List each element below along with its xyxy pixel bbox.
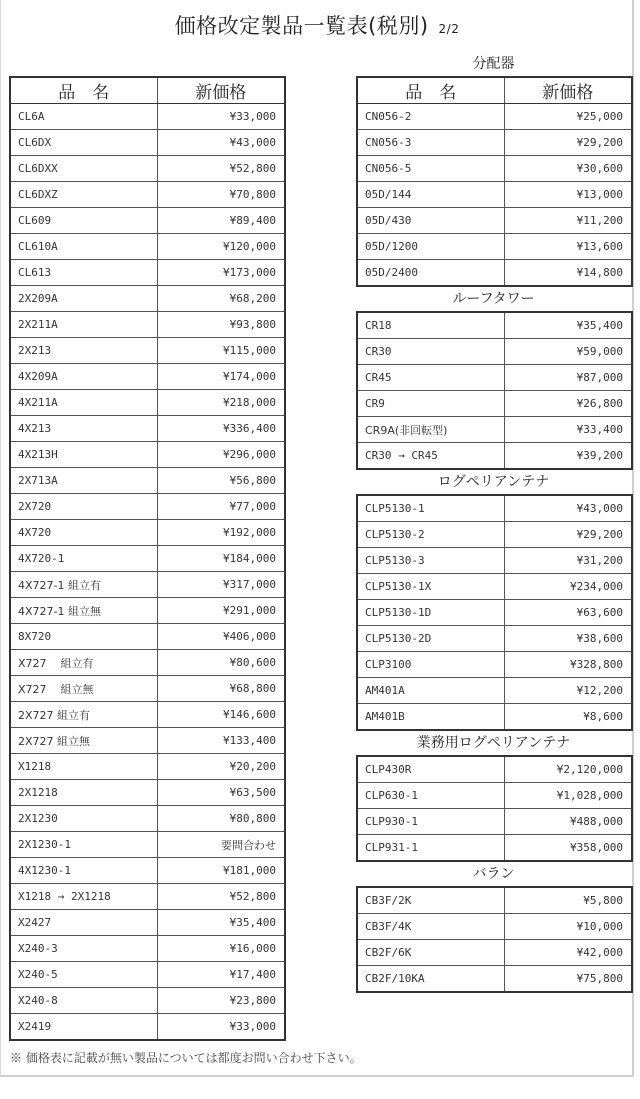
- product-price: ¥75,800: [504, 966, 632, 993]
- product-price: ¥93,800: [157, 312, 285, 338]
- table-row: [10, 988, 285, 1014]
- product-price: ¥5,800: [504, 887, 632, 914]
- product-name: 2X1230: [10, 806, 157, 832]
- product-price: ¥120,000: [157, 234, 285, 260]
- table-row: [357, 914, 632, 940]
- product-name: X2427: [10, 910, 157, 936]
- product-name: AM401A: [357, 678, 504, 704]
- table-row: [10, 260, 285, 286]
- table-row: [10, 390, 285, 416]
- table-row: [357, 783, 632, 809]
- table-row: [10, 182, 285, 208]
- product-price: ¥56,800: [157, 468, 285, 494]
- title-text: 価格改定製品一覧表(税別): [174, 14, 429, 38]
- product-price: ¥173,000: [157, 260, 285, 286]
- product-name: CLP430R: [357, 756, 504, 783]
- table-row: [357, 887, 632, 914]
- table-row: [357, 365, 632, 391]
- product-price: ¥31,200: [504, 548, 632, 574]
- product-name: 2X209A: [10, 286, 157, 312]
- header-new-price: 新価格: [157, 77, 285, 104]
- product-name: CB2F/6K: [357, 940, 504, 966]
- table-row: [357, 391, 632, 417]
- table-row: [10, 156, 285, 182]
- product-price: ¥291,000: [157, 598, 285, 624]
- category-price-table: [356, 494, 633, 731]
- product-price: ¥77,000: [157, 494, 285, 520]
- table-row: [357, 182, 632, 208]
- product-price: ¥33,400: [504, 417, 632, 443]
- table-row: [10, 676, 285, 702]
- product-name: 2X1230-1: [10, 832, 157, 858]
- section-title: 分配器: [472, 56, 515, 72]
- category-price-table: [356, 311, 633, 470]
- product-price: ¥52,800: [157, 884, 285, 910]
- product-price: ¥488,000: [504, 809, 632, 835]
- product-price: ¥26,800: [504, 391, 632, 417]
- table-row: [357, 522, 632, 548]
- product-price: ¥174,000: [157, 364, 285, 390]
- product-name: CL613: [10, 260, 157, 286]
- product-name: CL6DXZ: [10, 182, 157, 208]
- product-price: ¥8,600: [504, 704, 632, 731]
- section-title: ルーフタワー: [452, 291, 535, 307]
- product-name: 2X213: [10, 338, 157, 364]
- product-price: ¥59,000: [504, 339, 632, 365]
- product-name: X1218 → 2X1218: [10, 884, 157, 910]
- product-name: X1218: [10, 754, 157, 780]
- table-row: [357, 495, 632, 522]
- product-price: ¥336,400: [157, 416, 285, 442]
- table-row: [10, 624, 285, 650]
- product-name: 4X720: [10, 520, 157, 546]
- product-name: CLP930-1: [357, 809, 504, 835]
- product-price: ¥358,000: [504, 835, 632, 862]
- product-name: CLP5130-1D: [357, 600, 504, 626]
- product-price: ¥234,000: [504, 574, 632, 600]
- table-row: [10, 806, 285, 832]
- product-name: CB3F/4K: [357, 914, 504, 940]
- product-name: CLP5130-2: [357, 522, 504, 548]
- product-name: CLP630-1: [357, 783, 504, 809]
- product-name: CL6DXX: [10, 156, 157, 182]
- table-row: [357, 130, 632, 156]
- product-name: CL6A: [10, 104, 157, 130]
- product-price: ¥23,800: [157, 988, 285, 1014]
- product-price: ¥10,000: [504, 914, 632, 940]
- table-row: [10, 104, 285, 130]
- product-price: ¥20,200: [157, 754, 285, 780]
- product-name: CLP5130-1: [357, 495, 504, 522]
- section-title: ログペリアンテナ: [437, 474, 550, 490]
- product-price: ¥29,200: [504, 130, 632, 156]
- table-row: [357, 156, 632, 182]
- product-price: ¥1,028,000: [504, 783, 632, 809]
- product-price: ¥133,400: [157, 728, 285, 754]
- product-name: 4X213H: [10, 442, 157, 468]
- product-price: ¥43,000: [157, 130, 285, 156]
- table-row: [10, 416, 285, 442]
- product-price: ¥17,400: [157, 962, 285, 988]
- product-name: 2X727 組立無: [10, 728, 157, 754]
- product-price: ¥184,000: [157, 546, 285, 572]
- product-price: ¥52,800: [157, 156, 285, 182]
- table-row: [10, 546, 285, 572]
- table-row: [357, 809, 632, 835]
- product-name: CLP5130-2D: [357, 626, 504, 652]
- table-row: [10, 130, 285, 156]
- product-name: 4X720-1: [10, 546, 157, 572]
- product-name: 2X713A: [10, 468, 157, 494]
- table-row: [10, 286, 285, 312]
- product-name: AM401B: [357, 704, 504, 731]
- product-name: 05D/1200: [357, 234, 504, 260]
- table-row: [357, 652, 632, 678]
- table-row: [10, 208, 285, 234]
- header-product-name: 品 名: [10, 77, 157, 104]
- product-name: 2X720: [10, 494, 157, 520]
- product-price: ¥12,200: [504, 678, 632, 704]
- table-row: [10, 338, 285, 364]
- product-price: ¥42,000: [504, 940, 632, 966]
- table-row: [357, 339, 632, 365]
- table-row: [357, 548, 632, 574]
- product-price: ¥146,600: [157, 702, 285, 728]
- product-name: CR9: [357, 391, 504, 417]
- section-title: バラン: [472, 866, 515, 882]
- table-row: [10, 520, 285, 546]
- product-price: ¥181,000: [157, 858, 285, 884]
- product-price: ¥35,400: [157, 910, 285, 936]
- product-price: ¥80,600: [157, 650, 285, 676]
- product-name: CLP5130-1X: [357, 574, 504, 600]
- product-price: ¥29,200: [504, 522, 632, 548]
- product-price: ¥16,000: [157, 936, 285, 962]
- product-name: CR30: [357, 339, 504, 365]
- product-price: ¥2,120,000: [504, 756, 632, 783]
- product-name: CN056-5: [357, 156, 504, 182]
- product-name: 8X720: [10, 624, 157, 650]
- product-price: ¥11,200: [504, 208, 632, 234]
- table-row: [10, 312, 285, 338]
- product-name: CN056-3: [357, 130, 504, 156]
- product-price: 要問合わせ: [157, 832, 285, 858]
- product-price: ¥192,000: [157, 520, 285, 546]
- section-title: 業務用ログペリアンテナ: [416, 735, 571, 751]
- product-name: CR18: [357, 312, 504, 339]
- header-product-name: 品 名: [357, 77, 504, 104]
- product-name: 4X1230-1: [10, 858, 157, 884]
- product-price: ¥33,000: [157, 1014, 285, 1041]
- table-row: [357, 208, 632, 234]
- table-row: [10, 910, 285, 936]
- page-indicator: 2/2: [438, 22, 460, 36]
- product-price: ¥25,000: [504, 104, 632, 130]
- product-name: 05D/2400: [357, 260, 504, 287]
- product-name: 4X209A: [10, 364, 157, 390]
- table-row: [10, 780, 285, 806]
- footnote: ※ 価格表に記載が無い製品については都度お問い合わせ下さい。: [10, 1051, 362, 1065]
- main-price-table-column: [9, 76, 284, 1041]
- table-row: [357, 626, 632, 652]
- category-tables-column: [356, 52, 631, 993]
- table-row: [357, 417, 632, 443]
- product-price: ¥68,800: [157, 676, 285, 702]
- product-name: 05D/144: [357, 182, 504, 208]
- product-price: ¥63,600: [504, 600, 632, 626]
- product-name: X2419: [10, 1014, 157, 1041]
- table-row: [357, 234, 632, 260]
- category-price-table: [356, 886, 633, 993]
- product-name: X240-5: [10, 962, 157, 988]
- product-name: CL6DX: [10, 130, 157, 156]
- header-new-price: 新価格: [504, 77, 632, 104]
- product-name: 4X727-1 組立有: [10, 572, 157, 598]
- product-name: CN056-2: [357, 104, 504, 130]
- table-row: [357, 104, 632, 130]
- table-row: [10, 754, 285, 780]
- product-name: CB2F/10KA: [357, 966, 504, 993]
- product-name: CL610A: [10, 234, 157, 260]
- table-row: [10, 494, 285, 520]
- table-row: [357, 835, 632, 862]
- table-row: [10, 962, 285, 988]
- product-price: ¥63,500: [157, 780, 285, 806]
- product-name: X727 組立有: [10, 650, 157, 676]
- product-price: ¥317,000: [157, 572, 285, 598]
- product-price: ¥70,800: [157, 182, 285, 208]
- product-price: ¥35,400: [504, 312, 632, 339]
- product-name: CR30 → CR45: [357, 443, 504, 470]
- product-price: ¥13,600: [504, 234, 632, 260]
- product-price: ¥80,800: [157, 806, 285, 832]
- product-price: ¥406,000: [157, 624, 285, 650]
- product-name: CL609: [10, 208, 157, 234]
- product-price: ¥13,000: [504, 182, 632, 208]
- table-row: [357, 260, 632, 287]
- main-price-table: [9, 76, 286, 1041]
- product-name: CLP931-1: [357, 835, 504, 862]
- table-header-row: [10, 77, 285, 104]
- product-name: 4X213: [10, 416, 157, 442]
- product-name: 4X727-1 組立無: [10, 598, 157, 624]
- table-row: [10, 728, 285, 754]
- product-name: CB3F/2K: [357, 887, 504, 914]
- table-row: [10, 468, 285, 494]
- product-price: ¥296,000: [157, 442, 285, 468]
- table-row: [10, 650, 285, 676]
- table-row: [10, 598, 285, 624]
- product-price: ¥30,600: [504, 156, 632, 182]
- table-row: [10, 234, 285, 260]
- table-row: [357, 600, 632, 626]
- product-name: 05D/430: [357, 208, 504, 234]
- product-name: 2X1218: [10, 780, 157, 806]
- table-row: [10, 702, 285, 728]
- product-price: ¥38,600: [504, 626, 632, 652]
- product-name: CR45: [357, 365, 504, 391]
- table-row: [10, 572, 285, 598]
- category-price-table: [356, 755, 633, 862]
- table-row: [357, 940, 632, 966]
- product-price: ¥89,400: [157, 208, 285, 234]
- product-name: CLP3100: [357, 652, 504, 678]
- table-row: [357, 966, 632, 993]
- product-name: X240-8: [10, 988, 157, 1014]
- product-name: X727 組立無: [10, 676, 157, 702]
- product-price: ¥68,200: [157, 286, 285, 312]
- product-name: 2X727 組立有: [10, 702, 157, 728]
- product-price: ¥33,000: [157, 104, 285, 130]
- table-row: [10, 832, 285, 858]
- table-row: [10, 364, 285, 390]
- category-price-table: [356, 76, 633, 287]
- main-price-table-body: [10, 104, 285, 1041]
- table-row: [10, 884, 285, 910]
- table-row: [357, 574, 632, 600]
- product-price: ¥218,000: [157, 390, 285, 416]
- table-row: [357, 704, 632, 731]
- product-price: ¥87,000: [504, 365, 632, 391]
- product-price: ¥14,800: [504, 260, 632, 287]
- table-row: [357, 312, 632, 339]
- product-price: ¥115,000: [157, 338, 285, 364]
- product-price: ¥328,800: [504, 652, 632, 678]
- table-row: [10, 858, 285, 884]
- table-row: [10, 936, 285, 962]
- product-name: X240-3: [10, 936, 157, 962]
- product-name: 2X211A: [10, 312, 157, 338]
- product-name: CR9A(非回転型): [357, 417, 504, 443]
- product-price: ¥43,000: [504, 495, 632, 522]
- table-row: [10, 1014, 285, 1041]
- table-header-row: [357, 77, 632, 104]
- product-price: ¥39,200: [504, 443, 632, 470]
- product-name: 4X211A: [10, 390, 157, 416]
- page-title: [0, 10, 634, 40]
- table-row: [357, 443, 632, 470]
- product-name: CLP5130-3: [357, 548, 504, 574]
- table-row: [357, 756, 632, 783]
- table-row: [357, 678, 632, 704]
- table-row: [10, 442, 285, 468]
